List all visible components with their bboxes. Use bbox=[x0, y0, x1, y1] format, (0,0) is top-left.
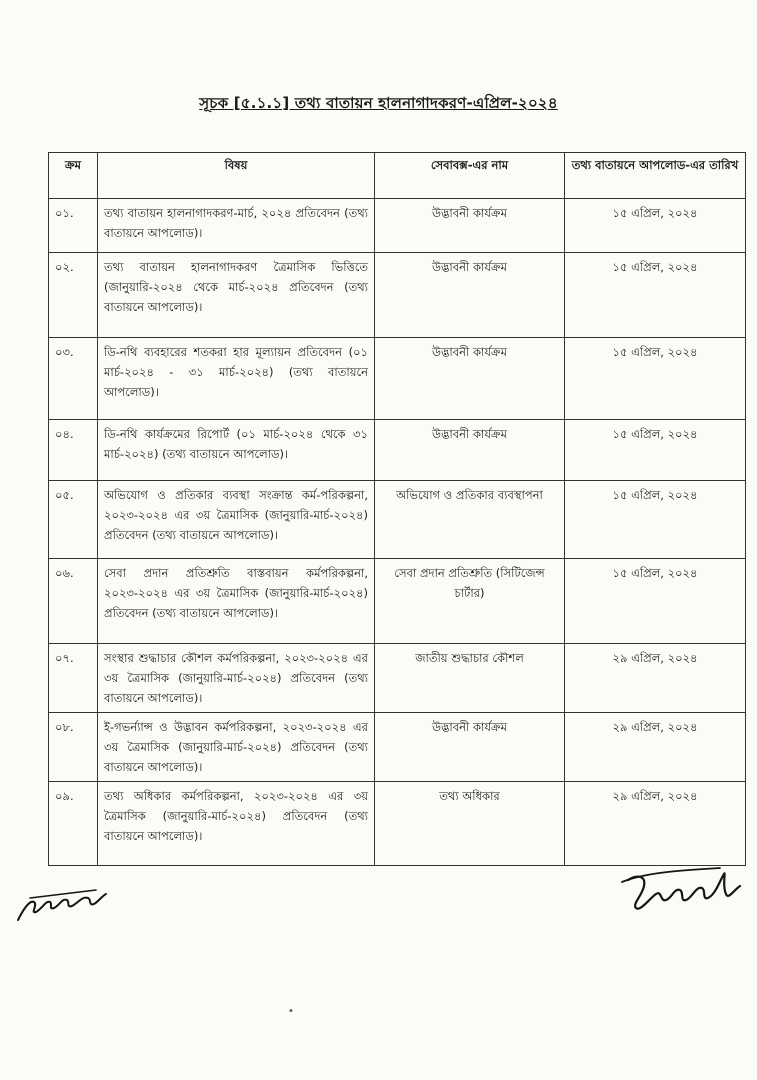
right-signature-drawing bbox=[616, 860, 746, 920]
table-row bbox=[49, 199, 746, 253]
table-row bbox=[49, 644, 746, 713]
row-subject: সেবা প্রদান প্রতিশ্রুতি বাস্তবায়ন কর্মপরিকল্পনা, ২০২৩-২০২৪ এর ৩য় ত্রৈমাসিক (জানুয়ারি-মার্চ-২০২৪) প্রতিবেদন (তথ্য বাতায়নে আপলোড)। bbox=[98, 559, 375, 644]
row-service: উদ্ভাবনী কার্যক্রম bbox=[375, 338, 565, 420]
row-service: অভিযোগ ও প্রতিকার ব্যবস্থাপনা bbox=[375, 481, 565, 559]
row-date: ১৫ এপ্রিল, ২০২৪ bbox=[565, 559, 746, 644]
header-subject: বিষয় bbox=[98, 153, 375, 199]
row-subject: তথ্য অধিকার কর্মপরিকল্পনা, ২০২৩-২০২৪ এর ৩য় ত্রৈমাসিক (জানুয়ারি-মার্চ-২০২৪) প্রতিবেদন (তথ্য বাতায়নে আপলোড)। bbox=[98, 782, 375, 866]
row-serial: ০৪. bbox=[49, 420, 98, 481]
header-upload-date: তথ্য বাতায়নে আপলোড-এর তারিখ bbox=[565, 153, 746, 199]
row-date: ১৫ এপ্রিল, ২০২৪ bbox=[565, 253, 746, 338]
scan-speck: • bbox=[288, 1006, 294, 1017]
row-serial: ০২. bbox=[49, 253, 98, 338]
row-service: জাতীয় শুদ্ধাচার কৌশল bbox=[375, 644, 565, 713]
row-serial: ০১. bbox=[49, 199, 98, 253]
row-date: ১৫ এপ্রিল, ২০২৪ bbox=[565, 199, 746, 253]
row-subject: অভিযোগ ও প্রতিকার ব্যবস্থা সংক্রান্ত কর্ম-পরিকল্পনা, ২০২৩-২০২৪ এর ৩য় ত্রৈমাসিক (জানুয়ারি-মার্চ-২০২৪) প্রতিবেদন (তথ্য বাতায়নে আপলোড)। bbox=[98, 481, 375, 559]
row-serial: ০৩. bbox=[49, 338, 98, 420]
row-serial: ০৫. bbox=[49, 481, 98, 559]
row-subject: সংস্থার শুদ্ধাচার কৌশল কর্মপরিকল্পনা, ২০২৩-২০২৪ এর ৩য় ত্রৈমাসিক (জানুয়ারি-মার্চ-২০২৪) প্রতিবেদন (তথ্য বাতায়নে আপলোড)। bbox=[98, 644, 375, 713]
row-subject: ডি-নথি কার্যক্রমের রিপোর্ট (০১ মার্চ-২০২৪ থেকে ৩১ মার্চ-২০২৪) (তথ্য বাতায়নে আপলোড)। bbox=[98, 420, 375, 481]
row-date: ২৯ এপ্রিল, ২০২৪ bbox=[565, 782, 746, 866]
left-signature-drawing bbox=[12, 878, 112, 928]
header-serial: ক্রম bbox=[49, 153, 98, 199]
table-row bbox=[49, 713, 746, 782]
row-service: সেবা প্রদান প্রতিশ্রুতি (সিটিজেন্স চার্টার) bbox=[375, 559, 565, 644]
header-service-box: সেবাবক্স-এর নাম bbox=[375, 153, 565, 199]
row-service: উদ্ভাবনী কার্যক্রম bbox=[375, 199, 565, 253]
row-serial: ০৯. bbox=[49, 782, 98, 866]
row-date: ২৯ এপ্রিল, ২০২৪ bbox=[565, 644, 746, 713]
table-row bbox=[49, 782, 746, 866]
row-date: ১৫ এপ্রিল, ২০২৪ bbox=[565, 481, 746, 559]
table-row bbox=[49, 559, 746, 644]
row-service: তথ্য অধিকার bbox=[375, 782, 565, 866]
row-subject: ই-গভর্ন্যান্স ও উদ্ভাবন কর্মপরিকল্পনা, ২০২৩-২০২৪ এর ৩য় ত্রৈমাসিক (জানুয়ারি-মার্চ-২০২৪) প্রতিবেদন (তথ্য বাতায়নে আপলোড)। bbox=[98, 713, 375, 782]
page-title: সূচক [৫.১.১] তথ্য বাতায়ন হালনাগাদকরণ-এপ্রিল-২০২৪ bbox=[199, 94, 558, 112]
row-date: ২৯ এপ্রিল, ২০২৪ bbox=[565, 713, 746, 782]
right-signature bbox=[616, 860, 746, 920]
table-row bbox=[49, 481, 746, 559]
row-serial: ০৭. bbox=[49, 644, 98, 713]
row-date: ১৫ এপ্রিল, ২০২৪ bbox=[565, 420, 746, 481]
upload-report-table bbox=[48, 152, 746, 866]
table-header-row bbox=[49, 153, 746, 199]
table-row bbox=[49, 420, 746, 481]
row-date: ১৫ এপ্রিল, ২০২৪ bbox=[565, 338, 746, 420]
row-subject: তথ্য বাতায়ন হালনাগাদকরণ-মার্চ, ২০২৪ প্রতিবেদন (তথ্য বাতায়নে আপলোড)। bbox=[98, 199, 375, 253]
row-subject: ডি-নথি ব্যবহারের শতকরা হার মূল্যায়ন প্রতিবেদন (০১ মার্চ-২০২৪ - ৩১ মার্চ-২০২৪) (তথ্য বাতায়নে আপলোড)। bbox=[98, 338, 375, 420]
row-subject: তথ্য বাতায়ন হালনাগাদকরণ ত্রৈমাসিক ভিত্তিতে (জানুয়ারি-২০২৪ থেকে মার্চ-২০২৪ প্রতিবেদন (তথ্য বাতায়নে আপলোড)। bbox=[98, 253, 375, 338]
table-row bbox=[49, 253, 746, 338]
table-row bbox=[49, 338, 746, 420]
row-service: উদ্ভাবনী কার্যক্রম bbox=[375, 420, 565, 481]
row-serial: ০৮. bbox=[49, 713, 98, 782]
row-service: উদ্ভাবনী কার্যক্রম bbox=[375, 713, 565, 782]
row-service: উদ্ভাবনী কার্যক্রম bbox=[375, 253, 565, 338]
left-signature bbox=[12, 878, 112, 928]
row-serial: ০৬. bbox=[49, 559, 98, 644]
